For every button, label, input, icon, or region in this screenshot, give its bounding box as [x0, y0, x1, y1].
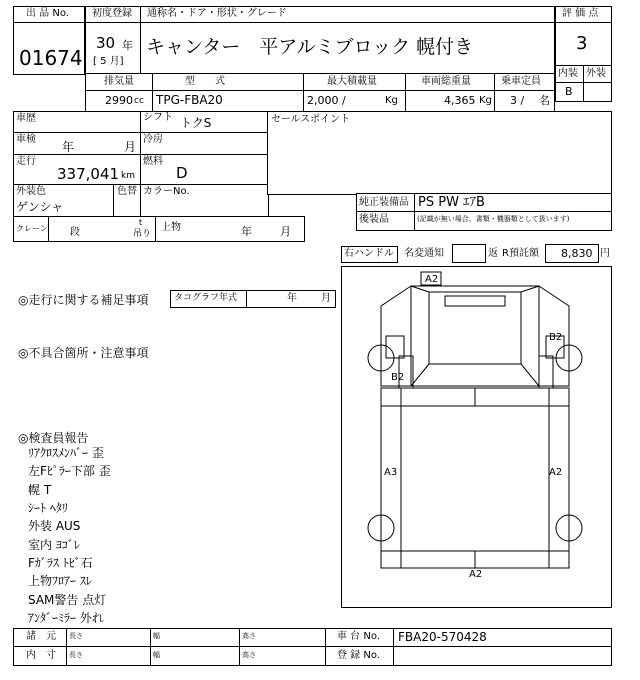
defect-notes-label: ◎不具合箇所・注意事項 [18, 346, 149, 360]
dims-height: 高さ [242, 632, 256, 640]
upper-month: 月 [280, 225, 291, 238]
dims-label: 諸 元 [26, 631, 56, 642]
report-line-1: ﾘｱｸﾛｽﾒﾝﾊﾞｰ 歪 [28, 446, 104, 460]
crane-label: クレーン [16, 224, 48, 233]
inspection-label: 車検 [16, 134, 36, 145]
sales-point-label: セールスポイント [271, 114, 351, 125]
max-load-value: 2,000 / [307, 94, 346, 107]
grade-value: 3 [576, 33, 588, 54]
interior-grade: B [565, 85, 573, 98]
report-line-8: 上物ﾌﾛｱｰ ｽﾚ [28, 574, 92, 588]
gross-weight-unit: Kg [479, 95, 492, 106]
interior-dims-label: 内 寸 [26, 650, 56, 661]
report-line-9: SAM警告 点灯 [28, 593, 107, 607]
mark-a2-bottom: A2 [469, 569, 483, 580]
deposit-label: 返 [488, 248, 498, 259]
footer-table [13, 628, 612, 666]
color-no-label: カラーNo. [143, 186, 190, 197]
inspection-year: 年 [62, 140, 75, 154]
shift-value: トクS [180, 116, 212, 130]
report-line-3: 幌 T [28, 483, 52, 497]
interior-width: 幅 [153, 651, 160, 659]
mileage-value: 337,041 [57, 165, 120, 183]
tachograph-year: 年 [287, 293, 297, 304]
max-load-unit: Kg [385, 95, 398, 106]
model-code-label: 型 式 [185, 76, 225, 87]
fuel-value: D [176, 164, 188, 182]
name-change-box [452, 244, 486, 263]
right-handle-label: 右ハンドル [344, 248, 394, 259]
tachograph-label: タコグラフ年式 [174, 293, 238, 303]
report-line-6: 室内 ﾖｺﾞﾚ [28, 538, 80, 552]
mark-b2-left: B2 [391, 372, 405, 383]
equipment-value: PS PW ｴｱB [418, 195, 485, 210]
gross-weight-value: 4,365 [444, 94, 476, 107]
ext-color-label: 外装色 [16, 186, 46, 197]
mark-a2-top: A2 [425, 274, 439, 285]
gross-weight-label: 車両総重量 [421, 76, 471, 87]
ext-color-value: ゲンシャ [16, 200, 64, 214]
report-line-4: ｼｰﾄ ﾍﾀﾘ [28, 501, 68, 515]
inspection-month: 月 [124, 140, 137, 154]
color-change-label: 色替 [117, 186, 137, 197]
first-reg-year-unit: 年 [122, 39, 133, 52]
driving-notes-label: ◎走行に関する補足事項 [18, 293, 149, 307]
report-line-7: Fｶﾞﾗｽ ﾄﾋﾞ石 [28, 556, 93, 570]
report-line-5: 外装 AUS [28, 519, 81, 533]
report-line-2: 左Fﾋﾟﾗｰ下部 歪 [28, 464, 111, 478]
aftermarket-label: 後装品 [359, 214, 389, 225]
capacity-value: 3 / [510, 94, 525, 107]
crane-stage: 段 [70, 227, 80, 238]
displacement-value: 2990 [105, 94, 133, 107]
displacement-label: 排気量 [104, 76, 134, 87]
truck-diagram-svg [341, 266, 611, 607]
max-load-label: 最大積載量 [327, 76, 377, 87]
dims-width: 幅 [153, 632, 160, 640]
grade-label: 評 価 点 [562, 8, 599, 19]
history-label: 車歴 [16, 113, 36, 124]
crane-hanging: 吊り [133, 229, 152, 239]
model-title-label: 通称名・ドア・形状・グレード [147, 8, 287, 19]
recycle-value: 8,830 [561, 247, 593, 260]
model-code: TPG-FBA20 [156, 93, 223, 107]
chassis-label: 車 台 No. [337, 631, 380, 642]
name-change-label: 名変通知 [404, 248, 444, 259]
crane-ton: t [139, 218, 143, 227]
recycle-unit: 円 [600, 248, 610, 259]
interior-label: 内装 [558, 68, 578, 79]
reg-label: 登 録 No. [337, 650, 380, 661]
first-reg-month: [ 5 月] [93, 56, 124, 67]
report-line-10: ｱﾝﾀﾞｰﾐﾗｰ 外れ [28, 611, 104, 625]
recycle-label: R預託額 [502, 248, 539, 259]
aftermarket-note: (記載が無い場合、書類・機器類として扱います) [417, 215, 570, 223]
mark-b2-right: B2 [549, 332, 563, 343]
ac-label: 冷房 [143, 134, 163, 145]
model-name: キャンター 平アルミブロック 幌付き [146, 36, 474, 58]
shift-label: シフト [143, 112, 173, 123]
first-reg-label: 初度登録 [92, 8, 132, 19]
lot-no: 01674 [19, 46, 83, 70]
fuel-label: 燃料 [143, 156, 163, 167]
interior-length: 長さ [69, 651, 83, 659]
exterior-label: 外装 [586, 68, 606, 79]
crane-row [13, 216, 305, 242]
first-reg-year: 30 [96, 34, 116, 52]
mileage-label: 走行 [16, 156, 36, 167]
tachograph-month: 月 [321, 293, 331, 304]
chassis-value: FBA20-570428 [398, 630, 487, 644]
dims-length: 長さ [69, 632, 83, 640]
lot-no-label: 出 品 No. [26, 8, 69, 19]
equipment-label: 純正装備品 [359, 197, 409, 208]
capacity-unit: 名 [539, 94, 550, 107]
displacement-unit: cc [134, 96, 144, 106]
upper-label: 上物 [161, 222, 181, 233]
interior-height: 高さ [242, 651, 256, 659]
mileage-unit: km [121, 171, 135, 181]
mark-a2-right: A2 [549, 467, 563, 478]
mark-a3-left: A3 [384, 467, 398, 478]
inspector-report-label: ◎検査員報告 [18, 431, 89, 445]
capacity-label: 乗車定員 [501, 76, 541, 87]
upper-year: 年 [241, 225, 252, 238]
